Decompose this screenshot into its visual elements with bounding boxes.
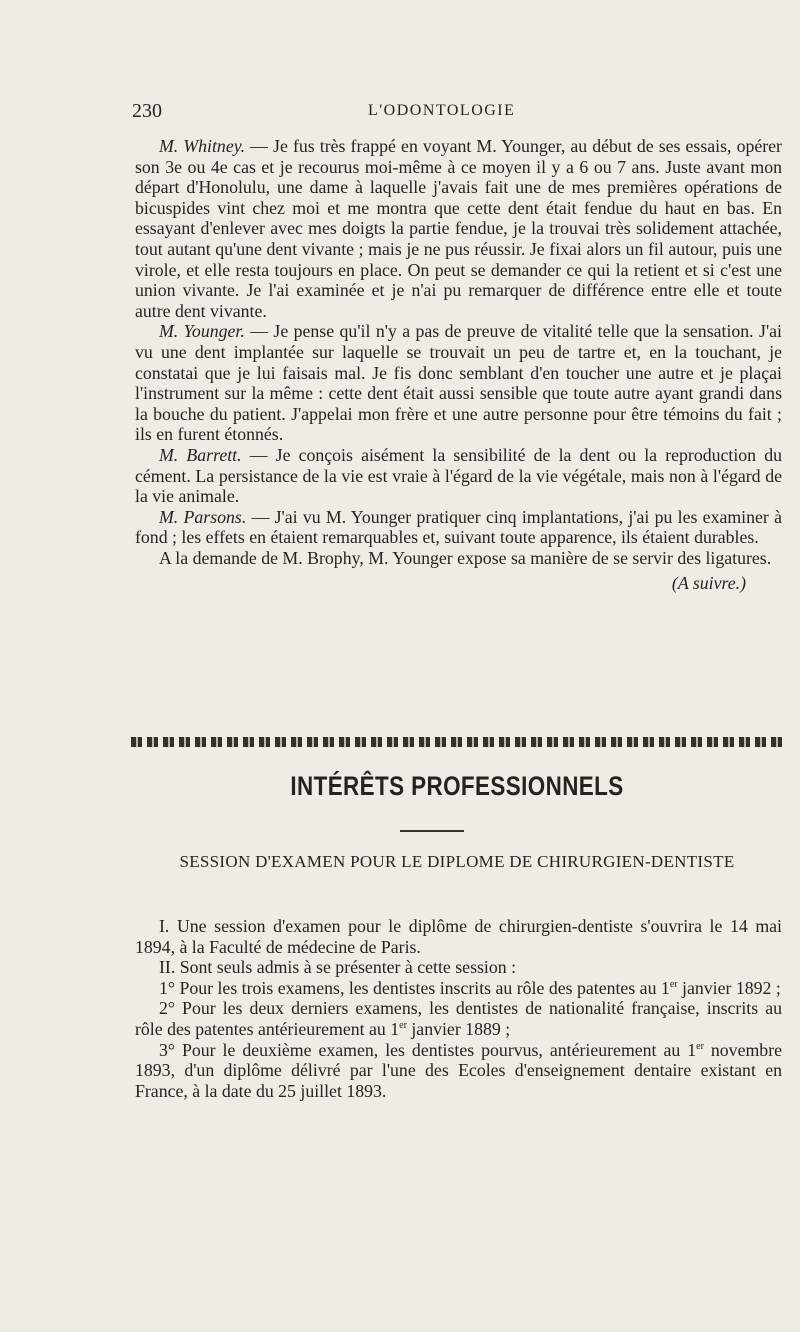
decorative-ornament-rule xyxy=(131,737,783,747)
session-paragraph-5 xyxy=(135,1040,782,1102)
paragraph-whitney xyxy=(135,136,782,321)
paragraph-brophy xyxy=(135,548,782,569)
section-heading: INTÉRÊTS PROFESSIONNELS xyxy=(290,771,624,801)
paragraph-text: janvier 1889 ; xyxy=(406,1018,511,1039)
session-text xyxy=(135,916,782,1101)
speaker-name: M. Barrett. xyxy=(159,444,242,465)
to-be-continued: (A suivre.) xyxy=(671,573,746,594)
session-paragraph-1: I. Une session d'examen pour le diplôme de chirurgien-dentiste s'ouvrira le 14 mai 1894, à la Faculté de médecine de Paris. xyxy=(135,916,782,957)
speaker-name: M. Whitney. xyxy=(159,136,246,156)
running-head xyxy=(132,100,782,124)
ordinal-superscript: er xyxy=(696,1040,704,1052)
journal-title: L'ODONTOLOGIE xyxy=(368,102,516,119)
paragraph-text: — Je fus très frappé en voyant M. Younger, au début de ses essais, opérer son 3e ou 4e cas et je recourus moi-même à ce moyen il y a 6 ou 7 ans. Juste avant mon départ d'Honolulu, une dame à laquelle j'avais fait une de mes premières opérations de bicuspides vint chez moi et me montra que cette dent était fendue du haut en bas. En essayant d'enlever avec mes doigts la partie fendue, je la trouvai très solidement attachée, tout autant qu'une dent vivante ; mais je ne pus réussir. Je fixai alors un fil autour, puis une virole, et elle resta toujours en place. On peut se demander ce qui la retient et si c'est une union vivante. Je l'ai examinée et je n'ai pu remarquer de différence entre elle et toute autre dent vivante. xyxy=(135,136,782,321)
paragraph-parsons xyxy=(135,507,782,548)
speaker-name: M. Parsons. xyxy=(159,506,247,527)
paragraph-text: janvier 1892 ; xyxy=(677,977,781,998)
discussion-text xyxy=(135,136,782,594)
session-paragraph-2: II. Sont seuls admis à se présenter à cette session : xyxy=(159,957,517,978)
session-paragraph-4 xyxy=(135,998,782,1039)
speaker-name: M. Younger. xyxy=(159,321,245,342)
paragraph-text: novembre 1893, d'un diplôme délivré par l'une des Ecoles d'enseignement dentaire existant en France, à la date du 25 juillet 1893. xyxy=(135,1039,783,1101)
paragraph-barrett xyxy=(135,445,782,507)
ordinal-superscript: er xyxy=(399,1020,407,1032)
paragraph-text: 3° Pour le deuxième examen, les dentistes pourvus, antérieurement au 1 xyxy=(159,1039,697,1060)
session-paragraph-3 xyxy=(135,978,782,999)
page-number: 230 xyxy=(132,100,162,122)
paragraph-text: 1° Pour les trois examens, les dentistes inscrits au rôle des patentes au 1 xyxy=(159,977,670,998)
article-subheading: SESSION D'EXAMEN POUR LE DIPLOME DE CHIRURGIEN-DENTISTE xyxy=(179,852,735,871)
ordinal-superscript: er xyxy=(669,978,678,990)
paragraph-text: — Je pense qu'il n'y a pas de preuve de vitalité telle que la sensation. J'ai vu une dent implantée sur laquelle se trouvait un peu de tartre et, en la touchant, je constatai que je lui faisais mal. Je fis donc semblant d'en toucher une autre et je plaçai l'instrument sur la même : cette dent était aussi sensible que toute autre ayant grandi dans la bouche du patient. J'appelai mon frère et une autre personne pour être témoins du fait ; ils en furent étonnés. xyxy=(135,321,782,445)
paragraph-text: — J'ai vu M. Younger pratiquer cinq implantations, j'ai pu les examiner à fond ; les effets en étaient remarquables et, suivant toute apparence, ils étaient durables. xyxy=(135,506,782,548)
paragraph-younger xyxy=(135,321,782,445)
paragraph-text: — Je conçois aisément la sensibilité de la dent ou la reproduction du cément. La persistance de la vie est vraie à l'égard de la vie végétale, mais non à l'égard de la vie animale. xyxy=(135,444,782,507)
paragraph-text: 2° Pour les deux derniers examens, les dentistes de nationalité française, inscrits au rôle des patentes antérieurement au 1 xyxy=(135,998,782,1039)
short-divider xyxy=(400,830,464,832)
paragraph-text: A la demande de M. Brophy, M. Younger expose sa manière de se servir des ligatures. xyxy=(159,547,772,568)
